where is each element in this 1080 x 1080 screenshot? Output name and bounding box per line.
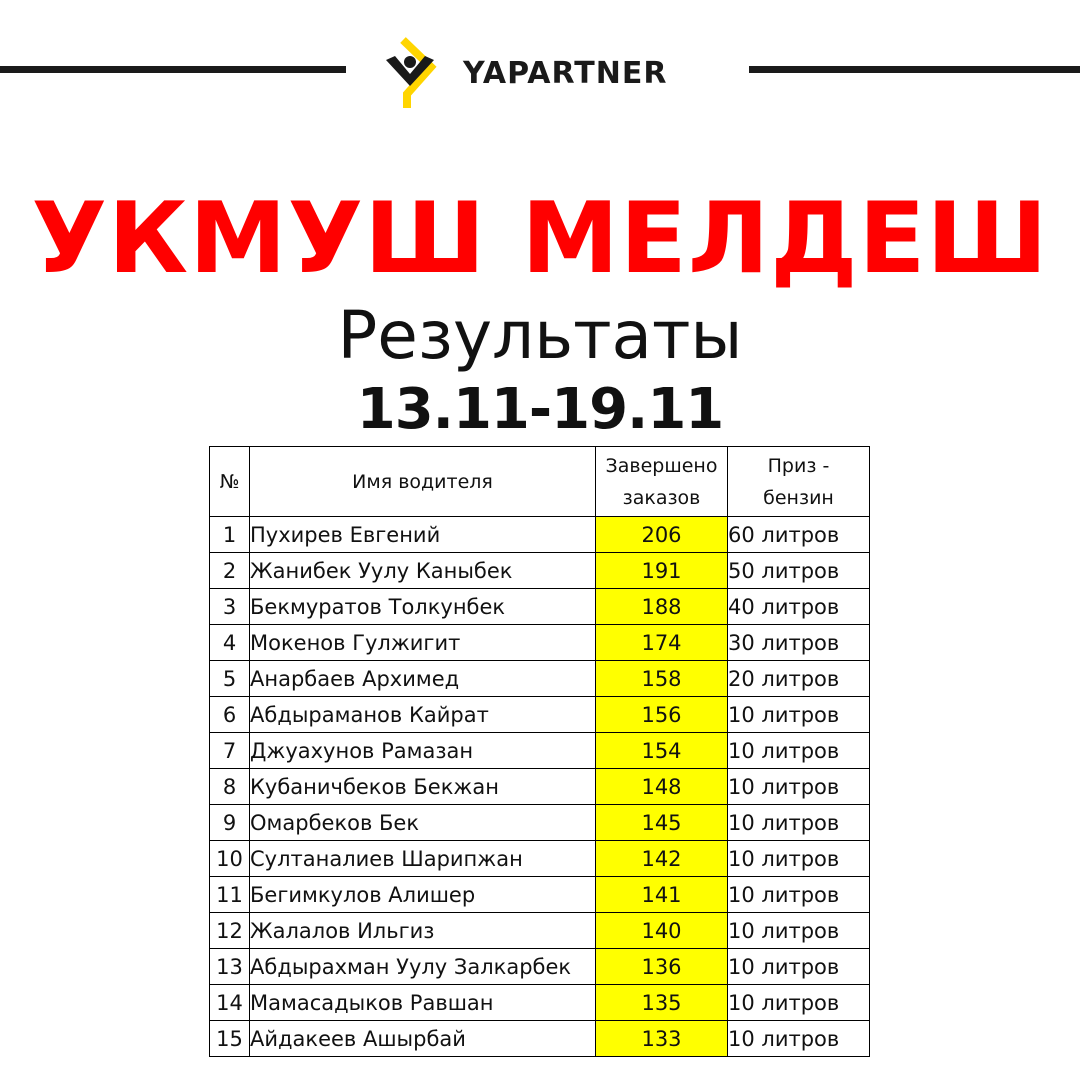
header-orders-line1: Завершено (605, 454, 718, 477)
header-num: № (210, 447, 250, 517)
headline: УКМУШ МЕЛДЕШ (31, 182, 1049, 296)
table-row (210, 517, 870, 553)
header-prize (728, 447, 870, 517)
row-num: 5 (210, 661, 250, 697)
row-num: 2 (210, 553, 250, 589)
row-driver-name: Омарбеков Бек (250, 805, 596, 841)
row-num: 4 (210, 625, 250, 661)
row-orders: 136 (596, 949, 728, 985)
row-orders: 141 (596, 877, 728, 913)
table-row (210, 841, 870, 877)
row-num: 6 (210, 697, 250, 733)
row-num: 7 (210, 733, 250, 769)
row-prize: 10 литров (728, 841, 870, 877)
row-driver-name: Анарбаев Архимед (250, 661, 596, 697)
row-driver-name: Айдакеев Ашырбай (250, 1021, 596, 1057)
row-num: 3 (210, 589, 250, 625)
table-header-row (210, 447, 870, 517)
table-row (210, 625, 870, 661)
header-rule-left (0, 66, 346, 73)
row-prize: 10 литров (728, 985, 870, 1021)
row-orders: 148 (596, 769, 728, 805)
table-row (210, 985, 870, 1021)
table-row (210, 733, 870, 769)
row-orders: 145 (596, 805, 728, 841)
row-driver-name: Абдырахман Уулу Залкарбек (250, 949, 596, 985)
yapartner-logo-icon (383, 36, 441, 111)
row-orders: 154 (596, 733, 728, 769)
brand-name: YAPARTNER (463, 56, 668, 91)
subtitle: Результаты (337, 297, 743, 374)
row-driver-name: Бекмуратов Толкунбек (250, 589, 596, 625)
table-row (210, 949, 870, 985)
row-orders: 188 (596, 589, 728, 625)
row-orders: 140 (596, 913, 728, 949)
row-prize: 10 литров (728, 733, 870, 769)
row-prize: 10 литров (728, 913, 870, 949)
row-prize: 30 литров (728, 625, 870, 661)
table-row (210, 553, 870, 589)
row-driver-name: Бегимкулов Алишер (250, 877, 596, 913)
row-prize: 40 литров (728, 589, 870, 625)
header-prize-line1: Приз - (767, 454, 830, 477)
brand-logo (383, 36, 667, 111)
row-driver-name: Султаналиев Шарипжан (250, 841, 596, 877)
row-num: 14 (210, 985, 250, 1021)
header-rule-right (749, 66, 1080, 73)
row-num: 10 (210, 841, 250, 877)
header-driver-name: Имя водителя (250, 447, 596, 517)
row-orders: 156 (596, 697, 728, 733)
row-prize: 10 литров (728, 769, 870, 805)
row-orders: 135 (596, 985, 728, 1021)
date-range: 13.11-19.11 (356, 377, 724, 442)
row-orders: 174 (596, 625, 728, 661)
row-driver-name: Жалалов Ильгиз (250, 913, 596, 949)
results-table-body (210, 517, 870, 1057)
row-num: 11 (210, 877, 250, 913)
row-orders: 133 (596, 1021, 728, 1057)
row-num: 13 (210, 949, 250, 985)
header-orders-line2: заказов (622, 486, 701, 509)
header-completed-orders (596, 447, 728, 517)
row-prize: 10 литров (728, 1021, 870, 1057)
table-row (210, 589, 870, 625)
row-orders: 206 (596, 517, 728, 553)
row-num: 8 (210, 769, 250, 805)
row-driver-name: Мамасадыков Равшан (250, 985, 596, 1021)
table-row (210, 661, 870, 697)
row-num: 15 (210, 1021, 250, 1057)
table-row (210, 877, 870, 913)
row-driver-name: Пухирев Евгений (250, 517, 596, 553)
row-num: 12 (210, 913, 250, 949)
row-prize: 10 литров (728, 949, 870, 985)
row-driver-name: Мокенов Гулжигит (250, 625, 596, 661)
row-driver-name: Джуахунов Рамазан (250, 733, 596, 769)
row-prize: 50 литров (728, 553, 870, 589)
row-driver-name: Жанибек Уулу Каныбек (250, 553, 596, 589)
header-prize-line2: бензин (763, 486, 834, 509)
row-driver-name: Абдыраманов Кайрат (250, 697, 596, 733)
table-row (210, 805, 870, 841)
row-prize: 20 литров (728, 661, 870, 697)
row-prize: 10 литров (728, 877, 870, 913)
table-row (210, 769, 870, 805)
row-prize: 10 литров (728, 805, 870, 841)
results-table (209, 446, 870, 1057)
row-prize: 60 литров (728, 517, 870, 553)
table-row (210, 913, 870, 949)
row-orders: 142 (596, 841, 728, 877)
row-driver-name: Кубаничбеков Бекжан (250, 769, 596, 805)
row-num: 1 (210, 517, 250, 553)
row-prize: 10 литров (728, 697, 870, 733)
row-num: 9 (210, 805, 250, 841)
table-row (210, 1021, 870, 1057)
row-orders: 191 (596, 553, 728, 589)
table-row (210, 697, 870, 733)
row-orders: 158 (596, 661, 728, 697)
